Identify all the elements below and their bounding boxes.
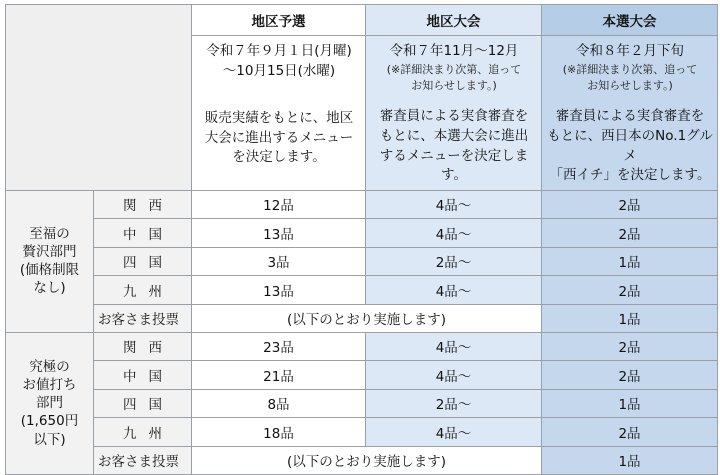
table-row — [6, 389, 718, 418]
district-count: 4品～ — [366, 361, 542, 390]
stage-district-desc: 審査員による実食審査を もとに、本選大会に進出 するメニューを決定します。 — [379, 108, 529, 184]
stage-final-date: 令和８年２月下旬 — [576, 43, 684, 59]
district-count: 4品～ — [366, 190, 542, 219]
vote-label: お客さま投票 — [94, 446, 192, 474]
final-count: 2品 — [542, 332, 718, 361]
stage-final-note: (※詳細決まり次第、追って お知らせします。) — [562, 62, 698, 92]
final-count: 2品 — [542, 361, 718, 390]
vote-row — [6, 446, 718, 474]
stage-district-date: 令和７年11月～12月 — [389, 43, 519, 59]
final-count: 2品 — [542, 190, 718, 219]
stage-header-row — [6, 5, 718, 36]
region-label: 四国 — [94, 389, 192, 418]
prelim-count: 23品 — [192, 332, 366, 361]
region-label: 九州 — [94, 276, 192, 305]
prelim-count: 21品 — [192, 361, 366, 390]
region-label: 関西 — [94, 332, 192, 361]
table-row — [6, 219, 718, 248]
district-count: 2品～ — [366, 247, 542, 276]
stage-final-desc: 審査員による実食審査を もとに、西日本のNo.1グルメ 「西イチ」を決定します。 — [547, 108, 713, 184]
final-count: 2品 — [542, 276, 718, 305]
district-count: 4品～ — [366, 219, 542, 248]
schedule-table — [5, 4, 718, 475]
vote-final-count: 1品 — [542, 446, 718, 474]
stage-prelim-date: 令和７年９月１日(月曜) ～10月15日(水曜) — [206, 43, 352, 79]
table-row — [6, 190, 718, 219]
stage-prelim-desc: 販売実績をもとに、地区 大会に進出するメニュー を決定します。 — [204, 110, 354, 166]
stage-final-info — [542, 36, 718, 191]
district-count: 4品～ — [366, 418, 542, 447]
final-count: 2品 — [542, 418, 718, 447]
vote-text: (以下のとおり実施します) — [192, 446, 542, 474]
corner-blank — [6, 5, 192, 191]
prelim-count: 13品 — [192, 276, 366, 305]
table-row — [6, 361, 718, 390]
region-label: 中国 — [94, 219, 192, 248]
stage-prelim-heading: 地区予選 — [192, 5, 366, 36]
vote-row — [6, 304, 718, 332]
vote-final-count: 1品 — [542, 304, 718, 332]
category-label: 至福の 贅沢部門 (価格制限 なし) — [6, 190, 94, 332]
district-count: 4品～ — [366, 276, 542, 305]
prelim-count: 13品 — [192, 219, 366, 248]
table-row — [6, 276, 718, 305]
region-label: 四国 — [94, 247, 192, 276]
prelim-count: 8品 — [192, 389, 366, 418]
region-label: 関西 — [94, 190, 192, 219]
vote-text: (以下のとおり実施します) — [192, 304, 542, 332]
district-count: 4品～ — [366, 332, 542, 361]
table-row — [6, 418, 718, 447]
table-row — [6, 332, 718, 361]
stage-prelim-info — [192, 36, 366, 191]
prelim-count: 12品 — [192, 190, 366, 219]
final-count: 2品 — [542, 219, 718, 248]
region-label: 九州 — [94, 418, 192, 447]
stage-district-info — [366, 36, 542, 191]
final-count: 1品 — [542, 389, 718, 418]
table-row — [6, 247, 718, 276]
prelim-count: 18品 — [192, 418, 366, 447]
category-label: 究極の お値打ち 部門 (1,650円 以下) — [6, 332, 94, 474]
vote-label: お客さま投票 — [94, 304, 192, 332]
prelim-count: 3品 — [192, 247, 366, 276]
stage-final-heading: 本選大会 — [542, 5, 718, 36]
district-count: 2品～ — [366, 389, 542, 418]
stage-district-heading: 地区大会 — [366, 5, 542, 36]
region-label: 中国 — [94, 361, 192, 390]
stage-district-note: (※詳細決まり次第、追って お知らせします。) — [386, 62, 522, 92]
final-count: 1品 — [542, 247, 718, 276]
